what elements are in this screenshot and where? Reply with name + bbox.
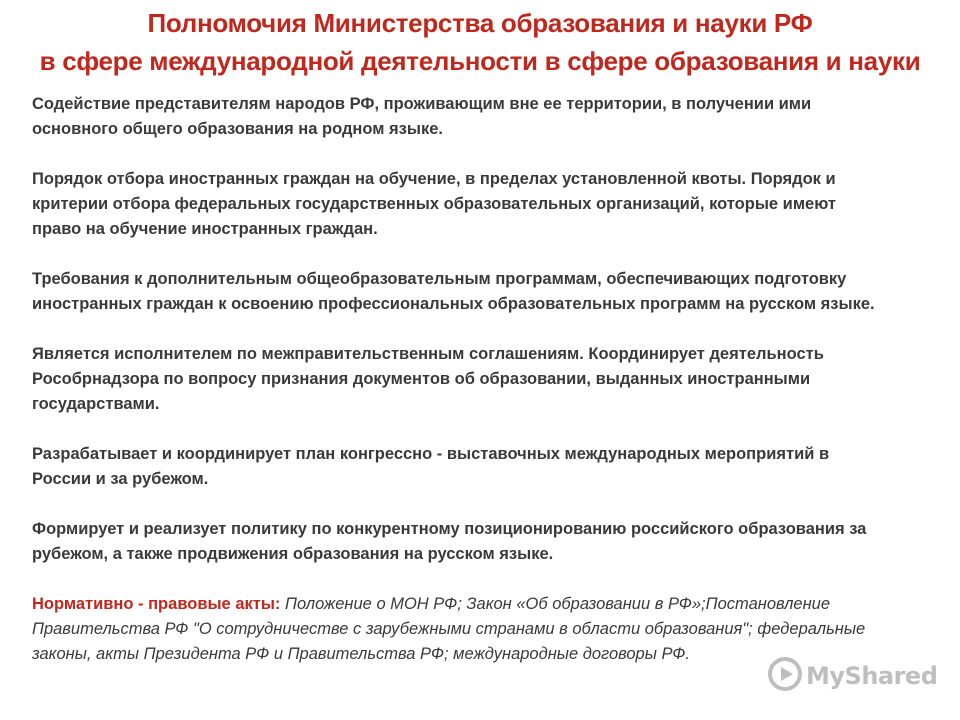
paragraph-line: Порядок отбора иностранных граждан на обучение, в пределах установленной квоты. Порядок и <box>32 170 836 188</box>
legal-acts <box>32 592 940 667</box>
paragraph-1 <box>32 92 940 142</box>
paragraph-line: Рособрнадзора по вопросу признания документов об образовании, выданных иностранными <box>32 370 811 388</box>
paragraph-2 <box>32 167 940 242</box>
paragraph-6 <box>32 517 940 567</box>
legal-acts-line-3: законы, акты Президента РФ и Правительства РФ; международные договоры РФ. <box>32 645 690 663</box>
document-body <box>32 92 940 667</box>
paragraph-line: критерии отбора федеральных государственных образовательных организаций, которые имеют <box>32 195 836 213</box>
legal-acts-line-1 <box>32 592 940 617</box>
myshared-logo-icon <box>768 657 802 696</box>
paragraph-line: Содействие представителям народов РФ, проживающим вне ее территории, в получении ими <box>32 95 812 113</box>
paragraph-line: иностранных граждан к освоению профессиональных образовательных программ на русском языке. <box>32 295 875 313</box>
myshared-watermark <box>768 658 937 694</box>
paragraph-line: Является исполнителем по межправительственным соглашениям. Координирует деятельность <box>32 345 824 363</box>
paragraph-line: основного общего образования на родном языке. <box>32 120 443 138</box>
paragraph-line: Формирует и реализует политику по конкурентному позиционированию российского образования за <box>32 520 867 538</box>
legal-acts-line-2: Правительства РФ "О сотрудничестве с зарубежными странами в области образования"; федеральные <box>32 620 866 638</box>
paragraph-line: Разрабатывает и координирует план конгрессно - выставочных международных мероприятий в <box>32 445 830 463</box>
paragraph-line: Требования к дополнительным общеобразовательным программам, обеспечивающих подготовку <box>32 270 847 288</box>
watermark-text: MyShared <box>806 662 938 690</box>
legal-acts-label: Нормативно - правовые акты: <box>32 595 281 613</box>
page-title <box>0 4 960 80</box>
paragraph-line: государствами. <box>32 395 160 413</box>
paragraph-5 <box>32 442 940 492</box>
paragraph-3 <box>32 267 940 317</box>
legal-acts-text: Положение о МОН РФ; Закон «Об образовании в РФ»;Постановление <box>280 595 830 613</box>
paragraph-line: России и за рубежом. <box>32 470 209 488</box>
page-title-line-2: в сфере международной деятельности в сфере образования и науки <box>39 46 921 76</box>
paragraph-line: право на обучение иностранных граждан. <box>32 220 378 238</box>
paragraph-line: рубежом, а также продвижения образования на русском языке. <box>32 545 554 563</box>
paragraph-4 <box>32 342 940 417</box>
page-title-line-1: Полномочия Министерства образования и науки РФ <box>147 8 813 38</box>
